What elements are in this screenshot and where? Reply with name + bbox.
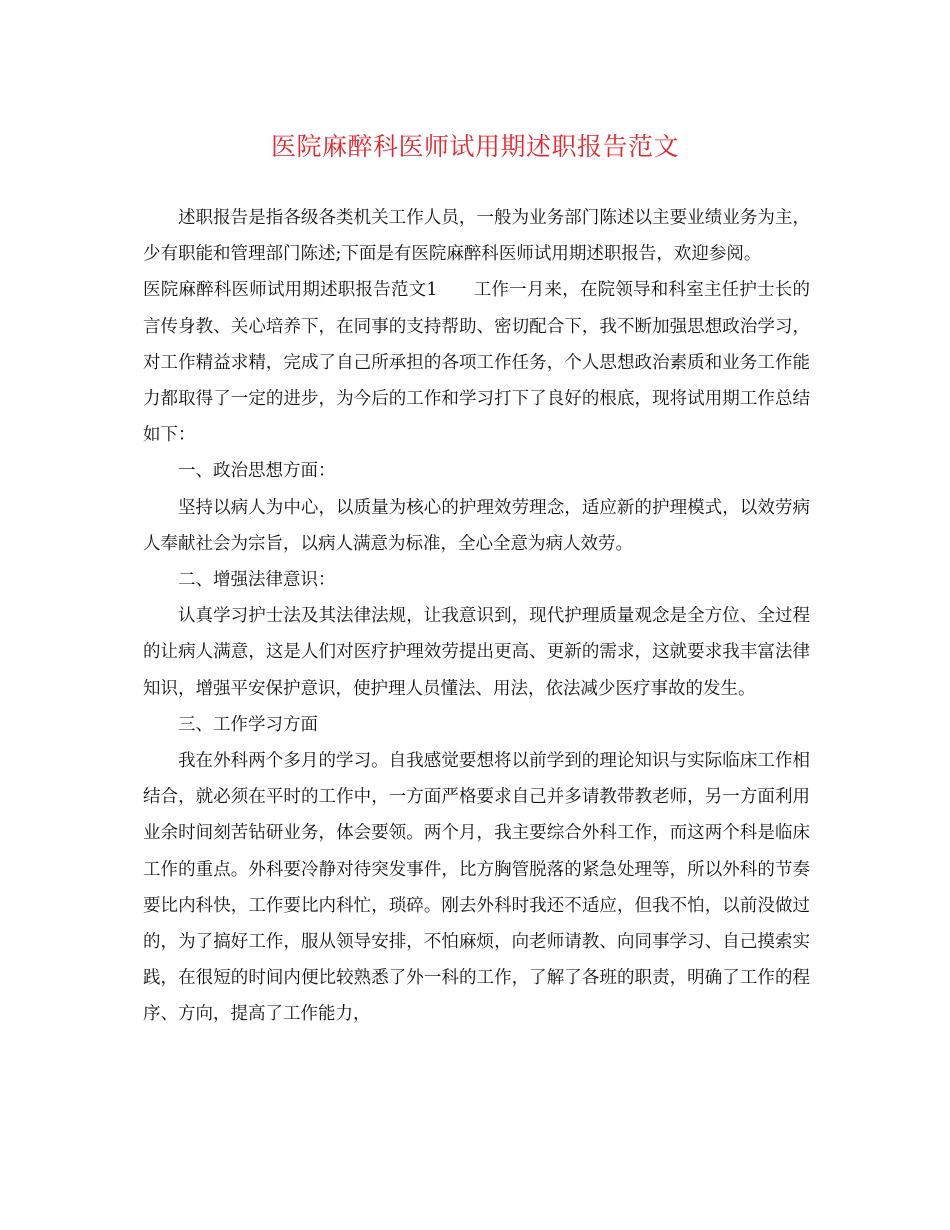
heading-work-study: 三、工作学习方面 (178, 714, 318, 735)
document-body (143, 200, 810, 1033)
section-label: 医院麻醉科医师试用期述职报告范文1 (143, 280, 438, 301)
heading-politics: 一、政治思想方面： (178, 461, 336, 482)
section-lead: 工作一月来，在院领导和科室主任护士长的言传身教、关心培养下，在同事的支持帮助、密切配合下，我不断加强思想政治学习，对工作精益求精，完成了自己所承担的各项工作任务，个人思想政治素质和业务工作能力都取得了一定的进步，为今后的工作和学习打下了良好的根底，现将试用期工作总结如下： (143, 280, 810, 446)
paragraph-politics: 坚持以病人为中心，以质量为核心的护理效劳理念，适应新的护理模式，以效劳病人奉献社会为宗旨，以病人满意为标准，全心全意为病人效劳。 (143, 497, 810, 554)
paragraph-law: 认真学习护士法及其法律法规，让我意识到，现代护理质量观念是全方位、全过程的让病人满意，这是人们对医疗护理效劳提出更高、更新的需求，这就要求我丰富法律知识，增强平安保护意识，使护理人员懂法、用法，依法减少医疗事故的发生。 (143, 606, 810, 699)
document-title: 医院麻醉科医师试用期述职报告范文 (270, 132, 679, 161)
paragraph-work-study: 我在外科两个多月的学习。自我感觉要想将以前学到的理论知识与实际临床工作相结合，就必须在平时的工作中，一方面严格要求自己并多请教带教老师，另一方面利用业余时间刻苦钻研业务，体会要领。两个月，我主要综合外科工作，而这两个科是临床工作的重点。外科要冷静对待突发事件，比方胸管脱落的紧急处理等，所以外科的节奏要比内科快，工作要比内科忙，琐碎。刚去外科时我还不适应，但我不怕，以前没做过的，为了搞好工作，服从领导安排，不怕麻烦，向老师请教、向同事学习、自己摸索实践，在很短的时间内便比较熟悉了外一科的工作，了解了各班的职责，明确了工作的程序、方向，提高了工作能力， (143, 751, 810, 1025)
heading-law: 二、增强法律意识： (178, 570, 336, 591)
section-paragraph (143, 272, 810, 453)
intro-paragraph: 述职报告是指各级各类机关工作人员，一般为业务部门陈述以主要业绩业务为主，少有职能和管理部门陈述;下面是有医院麻醉科医师试用期述职报告，欢迎参阅。 (143, 208, 810, 265)
